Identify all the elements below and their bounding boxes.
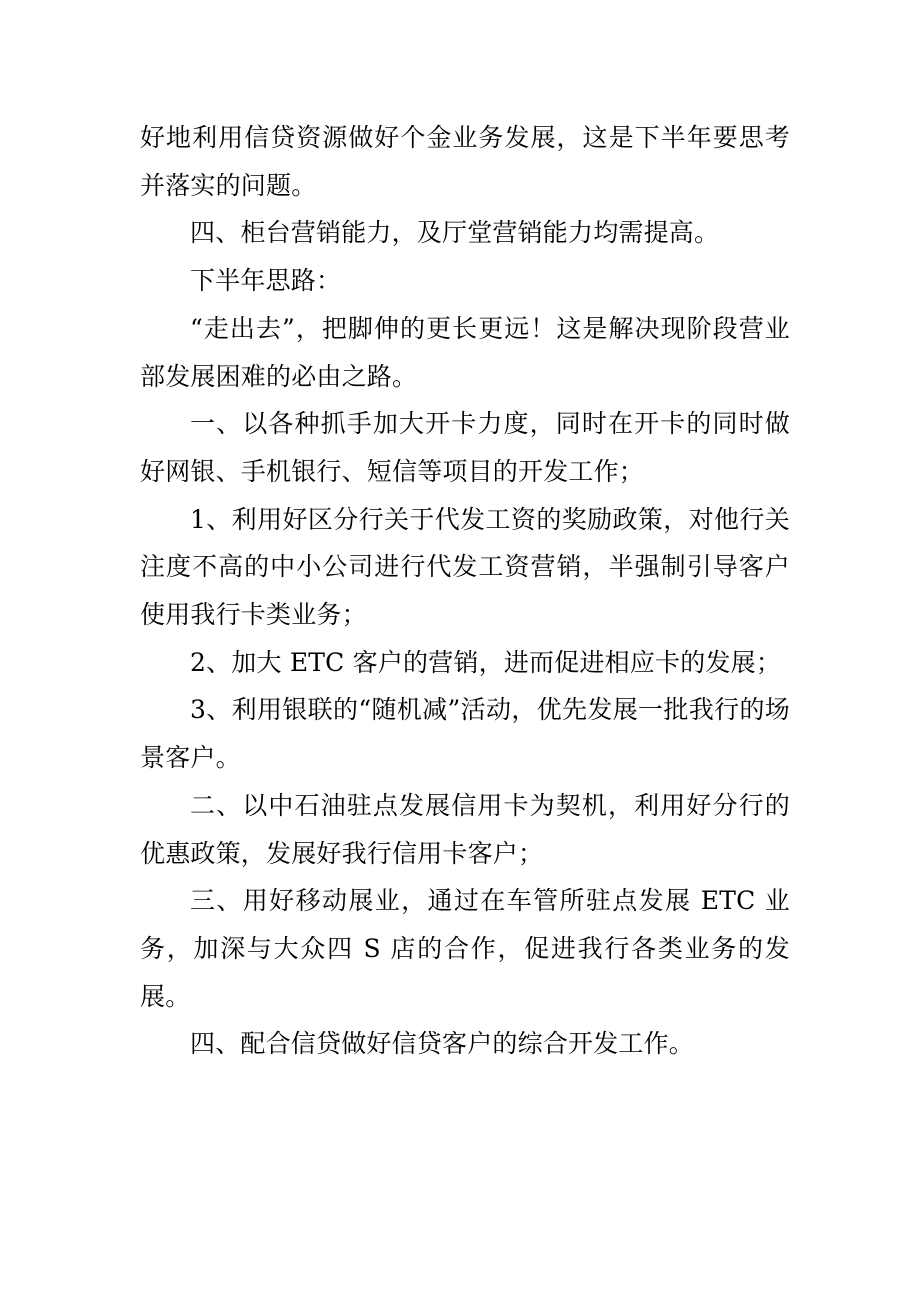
paragraph-go-out-strategy: “走出去”，把脚伸的更长更远！这是解决现阶段营业部发展困难的必由之路。 bbox=[140, 313, 790, 391]
paragraph-plan-two-credit-card: 二、以中石油驻点发展信用卡为契机，利用好分行的优惠政策，发展好我行信用卡客户； bbox=[140, 790, 790, 868]
paragraph-plan-four-credit-clients: 四、配合信贷做好信贷客户的综合开发工作。 bbox=[190, 1029, 695, 1059]
paragraph-second-half-plan-heading: 下半年思路： bbox=[190, 266, 342, 296]
paragraph-plan-one-card-opening: 一、以各种抓手加大开卡力度，同时在开卡的同时做好网银、手机银行、短信等项目的开发工作； bbox=[140, 409, 790, 486]
paragraph-plan-three-mobile-business: 三、用好移动展业，通过在车管所驻点发展 ETC 业务，加深与大众四 S 店的合作，促进我行各类业务的发展。 bbox=[140, 886, 790, 1011]
paragraph-subitem-two-etc: 2、加大 ETC 客户的营销，进而促进相应卡的发展； bbox=[190, 647, 782, 677]
paragraph-continuation: 好地利用信贷资源做好个金业务发展，这是下半年要思考并落实的问题。 bbox=[140, 123, 790, 200]
paragraph-subitem-three-unionpay: 3、利用银联的“随机减”活动，优先发展一批我行的场景客户。 bbox=[140, 695, 790, 773]
document-body bbox=[140, 114, 790, 1068]
paragraph-subitem-one-payroll: 1、利用好区分行关于代发工资的奖励政策，对他行关注度不高的中小公司进行代发工资营销，半强制引导客户使用我行卡类业务； bbox=[140, 504, 790, 630]
paragraph-point-four-counter-marketing: 四、柜台营销能力，及厅堂营销能力均需提高。 bbox=[190, 218, 720, 248]
